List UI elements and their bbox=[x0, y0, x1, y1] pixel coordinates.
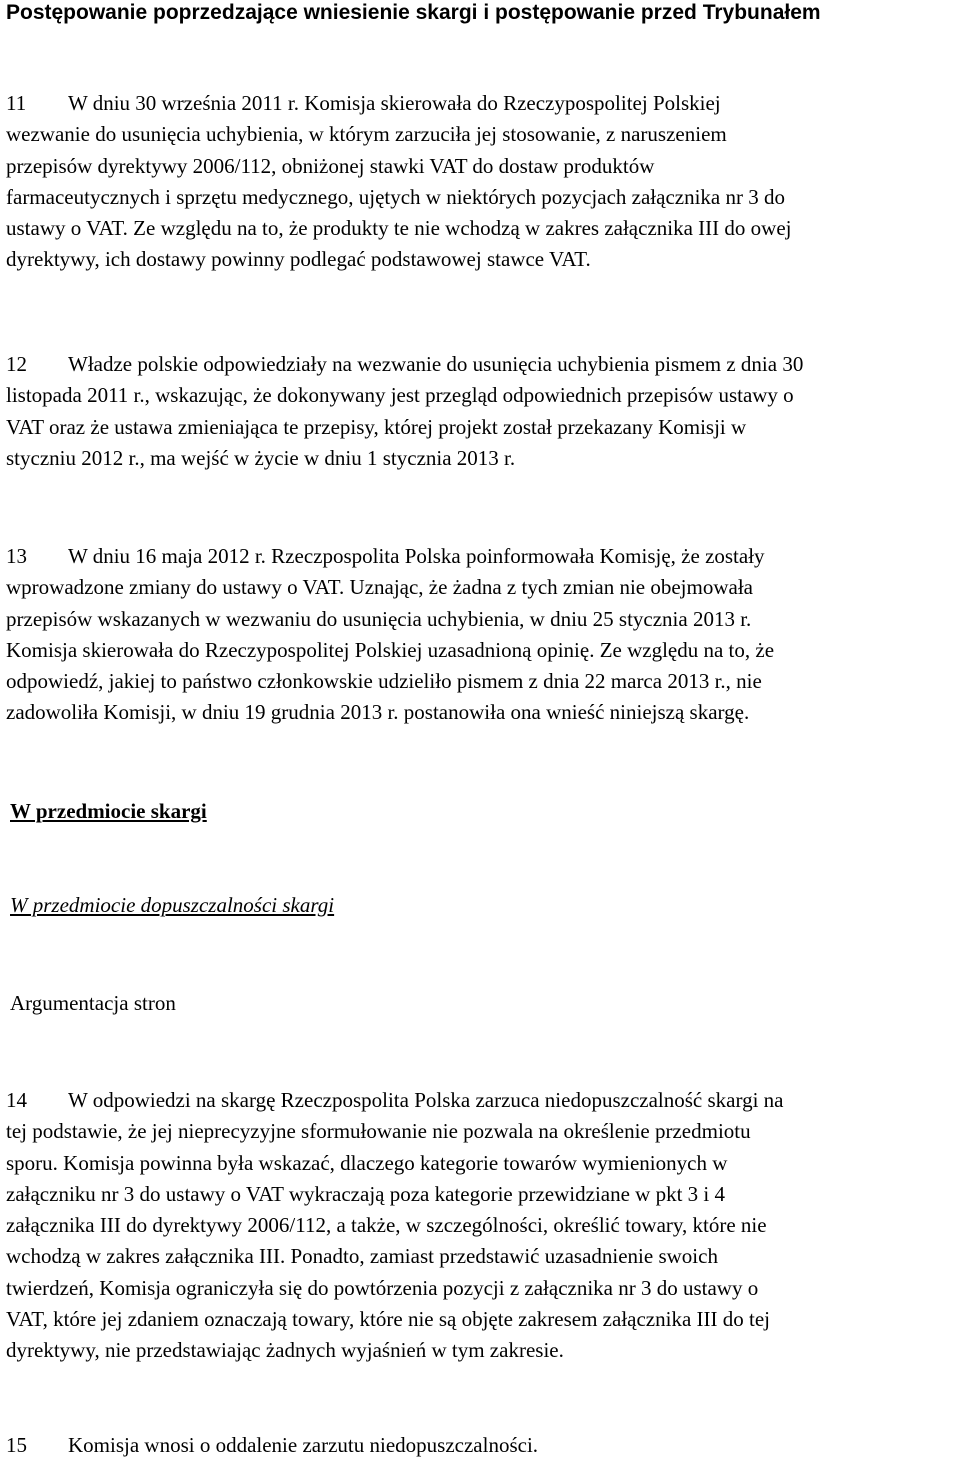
section-heading-sub: W przedmiocie dopuszczalności skargi bbox=[10, 893, 335, 917]
document-heading: Postępowanie poprzedzające wniesienie skargi i postępowanie przed Trybunałem bbox=[6, 1, 821, 24]
paragraph-line: wprowadzone zmiany do ustawy o VAT. Uznając, że żadna z tych zmian nie obejmowała bbox=[6, 575, 753, 600]
section-heading-main: W przedmiocie skargi bbox=[10, 799, 207, 823]
paragraph-number: 12 bbox=[6, 352, 27, 376]
paragraph-line: zadowoliła Komisji, w dniu 19 grudnia 2013 r. postanowiła ona wnieść niniejszą skargę. bbox=[6, 700, 750, 725]
paragraph-line: styczniu 2012 r., ma wejść w życie w dniu 1 stycznia 2013 r. bbox=[6, 445, 516, 470]
paragraph-line: farmaceutycznych i sprzętu medycznego, ujętych w niektórych pozycjach załącznika nr 3 do bbox=[6, 184, 785, 209]
paragraph-line: 15 Komisja wnosi o oddalenie zarzutu niedopuszczalności. bbox=[6, 1430, 956, 1461]
paragraph-line: listopada 2011 r., wskazując, że dokonywany jest przegląd odpowiednich przepisów ustawy o bbox=[6, 383, 794, 408]
paragraph-line: przepisów wskazanych w wezwaniu do usunięcia uchybienia, w dniu 25 stycznia 2013 r. bbox=[6, 606, 752, 631]
paragraph-line: tej podstawie, że jej nieprecyzyjne sformułowanie nie pozwala na określenie przedmiotu bbox=[6, 1119, 751, 1144]
paragraph-line: VAT oraz że ustawa zmieniająca te przepisy, której projekt został przekazany Komisji w bbox=[6, 414, 747, 439]
paragraph-line: dyrektywy, ich dostawy powinny podlegać podstawowej stawce VAT. bbox=[6, 247, 591, 272]
paragraph-line: ustawy o VAT. Ze względu na to, że produkty te nie wchodzą w zakres załącznika III do owej bbox=[6, 216, 792, 241]
paragraph-line: Komisja skierowała do Rzeczypospolitej Polskiej uzasadnioną opinię. Ze względu na to, że bbox=[6, 637, 775, 662]
paragraph-12 bbox=[6, 349, 956, 474]
paragraph-14 bbox=[6, 1085, 956, 1367]
paragraph-line: załącznika III do dyrektywy 2006/112, a także, w szczególności, określić towary, które nie bbox=[6, 1213, 767, 1238]
paragraph-number: 13 bbox=[6, 544, 27, 568]
paragraph-line: wezwanie do usunięcia uchybienia, w którym zarzuciła jej stosowanie, z naruszeniem bbox=[6, 122, 727, 147]
paragraph-line: 13 W dniu 16 maja 2012 r. Rzeczpospolita Polska poinformowała Komisję, że zostały bbox=[6, 541, 956, 572]
paragraph-line: sporu. Komisja powinna była wskazać, dlaczego kategorie towarów wymienionych w bbox=[6, 1150, 728, 1175]
paragraph-number: 14 bbox=[6, 1088, 27, 1112]
paragraph-line: 12 Władze polskie odpowiedziały na wezwanie do usunięcia uchybienia pismem z dnia 30 bbox=[6, 349, 956, 380]
paragraph-line: odpowiedź, jakiej to państwo członkowskie udzieliło pismem z dnia 22 marca 2013 r., nie bbox=[6, 669, 762, 694]
paragraph-line: VAT, które jej zdaniem oznaczają towary, które nie są objęte zakresem załącznika III do tej bbox=[6, 1307, 770, 1332]
paragraph-number: 11 bbox=[6, 91, 27, 115]
paragraph-line: przepisów dyrektywy 2006/112, obniżonej stawki VAT do dostaw produktów bbox=[6, 153, 655, 178]
paragraph-line: twierdzeń, Komisja ograniczyła się do powtórzenia pozycji z załącznika nr 3 do ustawy o bbox=[6, 1275, 759, 1300]
paragraph-line: załączniku nr 3 do ustawy o VAT wykraczają poza kategorie przewidziane w pkt 3 i 4 bbox=[6, 1181, 726, 1206]
paragraph-number: 15 bbox=[6, 1433, 27, 1457]
paragraph-line: 14 W odpowiedzi na skargę Rzeczpospolita Polska zarzuca niedopuszczalność skargi na bbox=[6, 1085, 956, 1116]
paragraph-line: wchodzą w zakres załącznika III. Ponadto, zamiast przedstawić uzasadnienie swoich bbox=[6, 1244, 718, 1269]
section-heading-arguments: Argumentacja stron bbox=[10, 991, 176, 1015]
paragraph-13 bbox=[6, 541, 956, 729]
paragraph-11 bbox=[6, 88, 956, 276]
paragraph-15 bbox=[6, 1430, 956, 1461]
paragraph-line: 11 W dniu 30 września 2011 r. Komisja skierowała do Rzeczypospolitej Polskiej bbox=[6, 88, 956, 119]
paragraph-line: dyrektywy, nie przedstawiając żadnych wyjaśnień w tym zakresie. bbox=[6, 1338, 564, 1363]
